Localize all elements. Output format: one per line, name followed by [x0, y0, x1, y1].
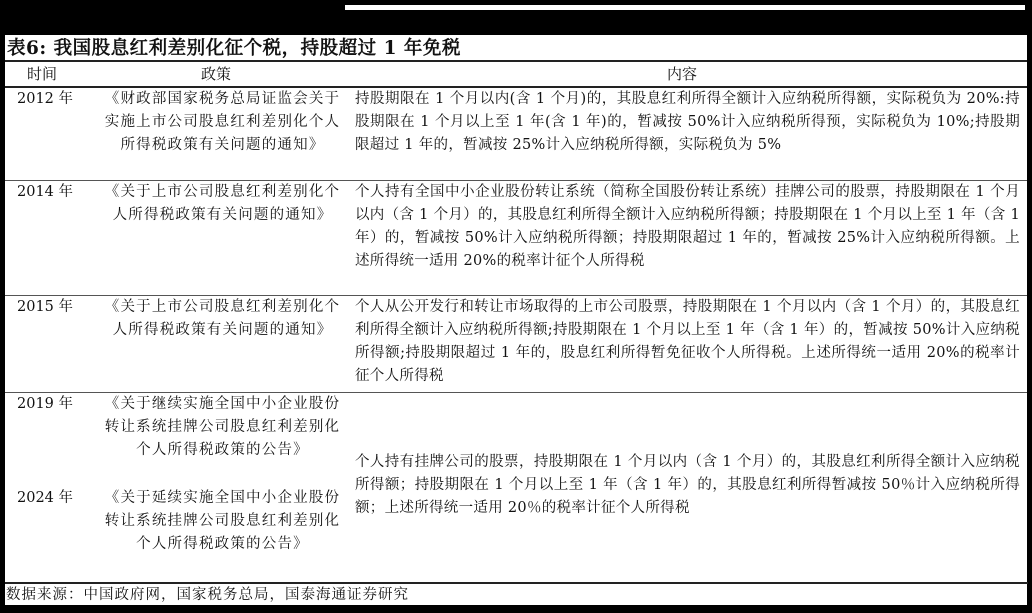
- cell-content: 个人从公开发行和转让市场取得的上市公司股票，持股期限在 1 个月以内（含 1 个月）的，其股息红利所得全额计入应纳税所得额;持股期限在 1 个月以上至 1 年（含 1 年）的，暂减按 50%计入应纳税所得额;持股期限超过 1 年的，股息红利所得暂免征收个人所得税。上述所得统一适用 20%的税率计征个人所得税: [355, 299, 1020, 384]
- cell-content: 个人持有全国中小企业股份转让系统（简称全国股份转让系统）挂牌公司的股票，持股期限在 1 个月以内（含 1 个月）的，其股息红利所得全额计入应纳税所得额；持股期限在 1 个月以上至 1 年（含 1 年）的，暂减按 50%计入应纳税所得额；持股期限超过 1 年的，暂减按 25%计入应纳税所得额。上述所得统一适用 20%的税率计征个人所得税: [355, 184, 1020, 269]
- top-decorative-bar: [345, 5, 1025, 10]
- table-row: [5, 88, 1027, 181]
- cell-content: 持股期限在 1 个月以内(含 1 个月)的，其股息红利所得全额计入应纳税所得额，实际税负为 20%:持股期限在 1 个月以上至 1 年(含 1 年)的，暂减按 50%计入应纳税所得预，实际税负为 10%;持股期限超过 1 年的，暂减按 25%计入应纳税所得额，实际税负为 5%: [355, 91, 1020, 153]
- cell-time: 2015 年: [17, 299, 74, 315]
- table-header-row: [5, 62, 1027, 88]
- cell-policy: 《关于继续实施全国中小企业股份转让系统挂牌公司股息红利差别化个人所得税政策的公告》: [104, 396, 341, 458]
- header-time: 时间: [27, 65, 58, 83]
- header-policy: 政策: [201, 65, 232, 83]
- cell-policy: 《财政部国家税务总局证监会关于实施上市公司股息红利差别化个人所得税政策有关问题的通知》: [104, 91, 341, 153]
- cell-time-2024: 2024 年: [17, 490, 74, 506]
- cell-policy: 《关于上市公司股息红利差别化个人所得税政策有关问题的通知》: [104, 184, 341, 223]
- table-sheet: [5, 35, 1027, 605]
- table-title: 表6: 我国股息红利差别化征个税，持股超过 1 年免税: [5, 35, 1027, 62]
- cell-content: 个人持有挂牌公司的股票，持股期限在 1 个月以内（含 1 个月）的，其股息红利所得全额计入应纳税所得额；持股期限在 1 个月以上至 1 年（含 1 年）的，其股息红利所得暂减按 50％计入应纳税所得额；上述所得统一适用 20％的税率计征个人所得税: [355, 454, 1020, 516]
- cell-time: 2012 年: [17, 91, 74, 107]
- cell-time: 2014 年: [17, 184, 74, 200]
- table-row: [5, 296, 1027, 393]
- source-note: 数据来源：中国政府网，国家税务总局，国泰海通证券研究: [5, 582, 1028, 607]
- header-content: 内容: [667, 65, 698, 83]
- cell-time: 2019 年: [17, 396, 74, 412]
- table-row: [5, 181, 1027, 296]
- cell-policy: 《关于上市公司股息红利差别化个人所得税政策有关问题的通知》: [104, 299, 341, 338]
- cell-policy-2024: 《关于延续实施全国中小企业股份转让系统挂牌公司股息红利差别化个人所得税政策的公告》: [104, 490, 341, 552]
- table-row: [5, 393, 1027, 582]
